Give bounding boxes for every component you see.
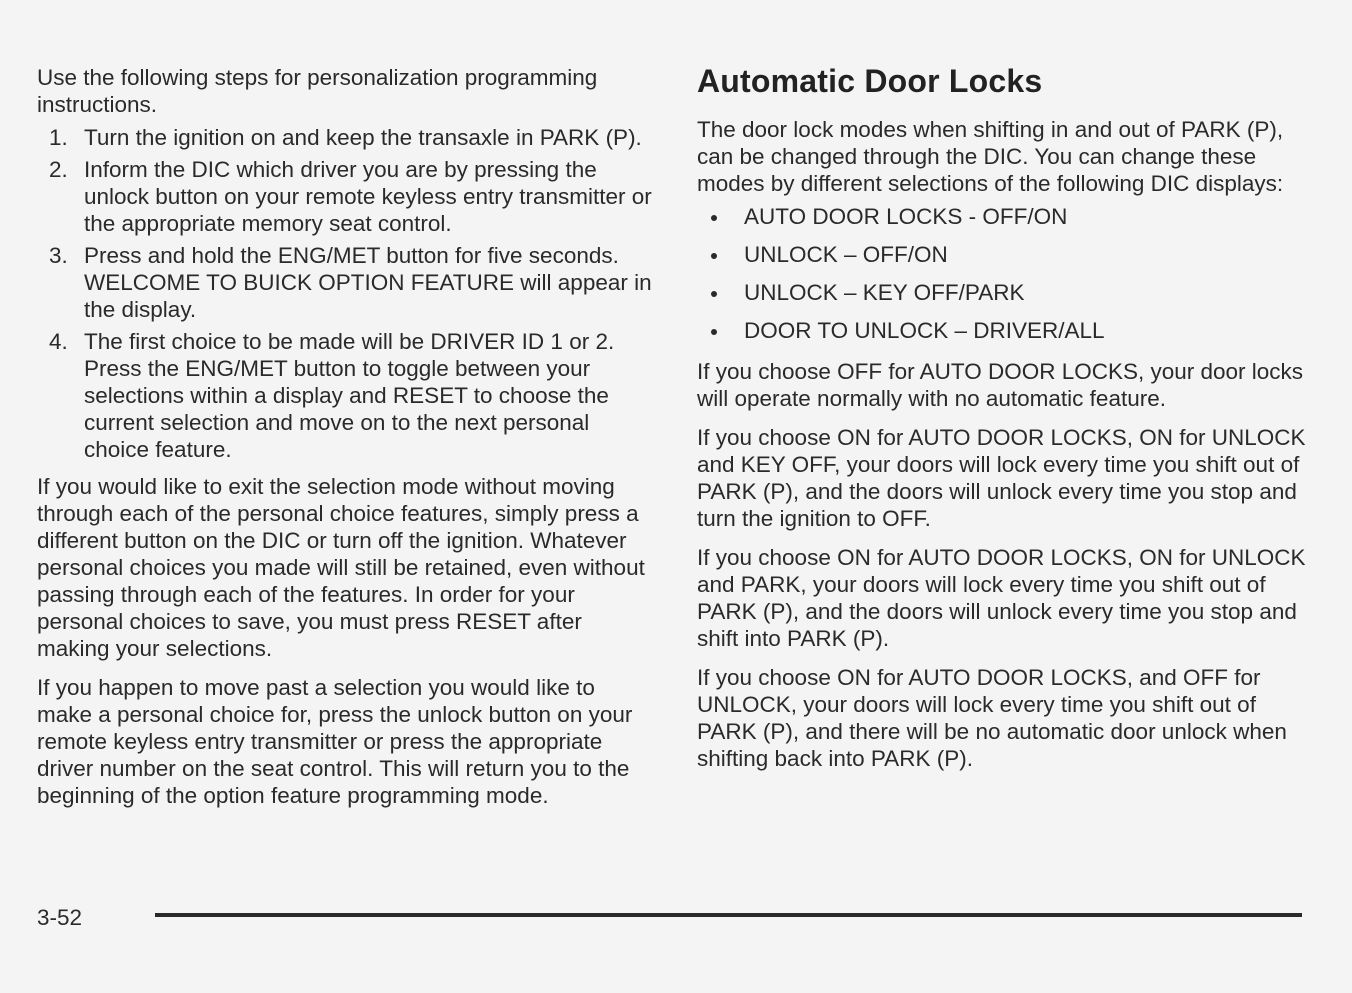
step-text: Press and hold the ENG/MET button for five seconds. WELCOME TO BUICK OPTION FEATURE will appear in the display. [84,243,652,322]
left-column [37,64,652,821]
step-text: The first choice to be made will be DRIVER ID 1 or 2. Press the ENG/MET button to toggle between your selections within a display and RESET to choose the current selection and move on to the next personal choice feature. [84,329,615,462]
dic-display-label: UNLOCK – KEY OFF/PARK [744,280,1025,305]
step-number: 3. [49,243,68,268]
step-number: 4. [49,329,68,354]
step-item [37,156,652,237]
intro-text: Use the following steps for personalization programming instructions. [37,65,598,117]
dic-display-label: DOOR TO UNLOCK – DRIVER/ALL [744,318,1105,343]
step-item [37,328,652,463]
step-text: Turn the ignition on and keep the transaxle in PARK (P). [84,125,642,150]
section-intro: The door lock modes when shifting in and out of PARK (P), can be changed through the DIC. You can change these modes by different selections of the following DIC displays: [697,117,1284,196]
dic-display-item [697,317,1309,344]
page-number: 3-52 [37,905,83,930]
step-number: 1. [49,125,68,150]
dic-display-label: AUTO DOOR LOCKS - OFF/ON [744,204,1068,229]
step-number: 2. [49,157,68,182]
option-paragraph: If you choose ON for AUTO DOOR LOCKS, ON for UNLOCK and KEY OFF, your doors will lock every time you shift out of PARK (P), and the doors will unlock every time you stop and turn the ignition to OFF. [697,425,1306,531]
bullet-icon [711,215,717,221]
dic-display-item [697,241,1309,268]
programming-steps-list [37,124,652,463]
bullet-icon [711,329,717,335]
bullet-icon [711,291,717,297]
step-item [37,124,652,151]
step-item [37,242,652,323]
exit-selection-paragraph: If you would like to exit the selection mode without moving through each of the personal choice features, simply press a different button on the DIC or turn off the ignition. Whatever personal choices you made will still be retained, even without passing through each of the features. In order for your personal choices to save, you must press RESET after making your selections. [37,474,645,661]
section-title: Automatic Door Locks [697,63,1043,99]
step-text: Inform the DIC which driver you are by pressing the unlock button on your remote keyless entry transmitter or the appropriate memory seat control. [84,157,652,236]
right-column [697,62,1309,784]
dic-display-list [697,203,1309,344]
option-paragraph: If you choose ON for AUTO DOOR LOCKS, ON for UNLOCK and PARK, your doors will lock every time you shift out of PARK (P), and the doors will unlock every time you stop and shift into PARK (P). [697,545,1306,651]
move-past-paragraph: If you happen to move past a selection you would like to make a personal choice for, press the unlock button on your remote keyless entry transmitter or press the appropriate driver number on the seat control. This will return you to the beginning of the option feature programming mode. [37,675,633,808]
dic-display-item [697,203,1309,230]
dic-display-item [697,279,1309,306]
option-paragraph: If you choose OFF for AUTO DOOR LOCKS, your door locks will operate normally with no automatic feature. [697,359,1304,411]
footer-divider [155,913,1302,917]
dic-display-label: UNLOCK – OFF/ON [744,242,948,267]
page-footer [37,904,1302,934]
option-paragraph: If you choose ON for AUTO DOOR LOCKS, and OFF for UNLOCK, your doors will lock every time you shift out of PARK (P), and there will be no automatic door unlock when shifting back into PARK (P). [697,665,1287,771]
bullet-icon [711,253,717,259]
